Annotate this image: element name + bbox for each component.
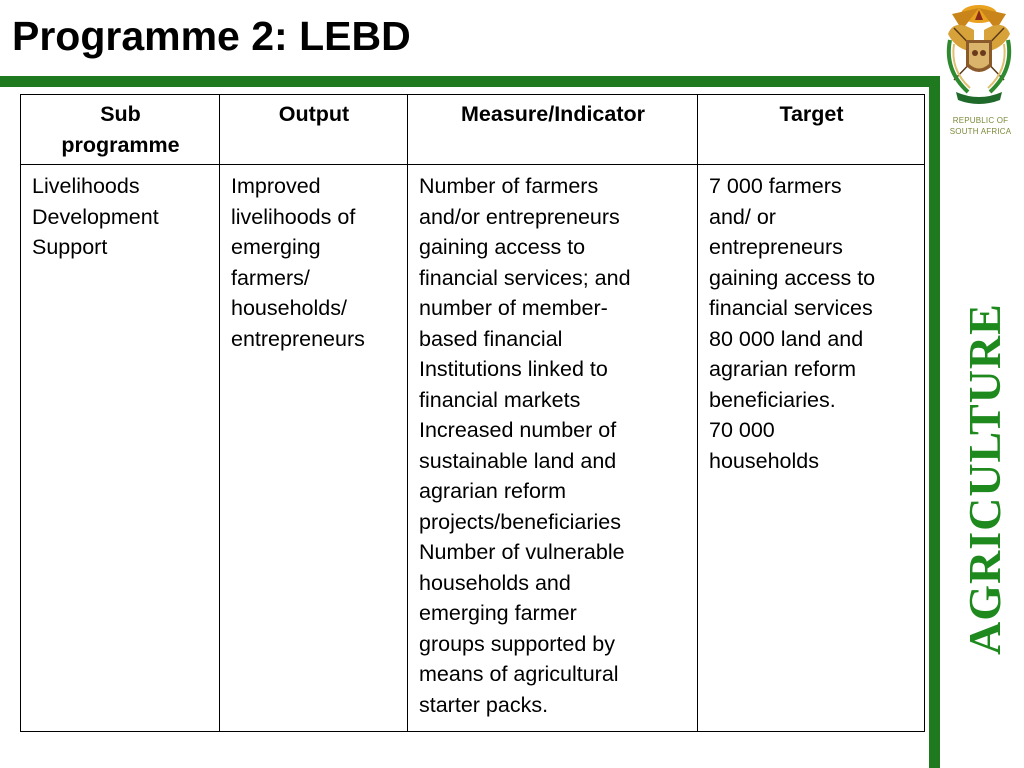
coat-of-arms-icon xyxy=(934,0,1024,112)
column-header-measure-indicator: Measure/Indicator xyxy=(408,95,698,165)
cell-sub-programme: Livelihoods Development Support xyxy=(21,165,220,732)
cell-output: Improved livelihoods of emerging farmers/ households/ entrepreneurs xyxy=(220,165,408,732)
green-horizontal-rule xyxy=(0,76,940,87)
cell-measure-indicator: Number of farmers and/or entrepreneurs gaining access to financial services; and number of member- based financial Institutions linked to financial markets Increased number of sustainable land and agrarian reform projects/beneficiaries Number of vulnerable households and emerging farmer groups supported by means of agricultural starter packs. xyxy=(408,165,698,732)
logo-caption: REPUBLIC OF SOUTH AFRICA xyxy=(949,116,1012,136)
page-title: Programme 2: LEBD xyxy=(12,13,411,59)
table-header-row xyxy=(21,95,925,165)
table-row xyxy=(21,165,925,732)
cell-target: 7 000 farmers and/ or entrepreneurs gaining access to financial services 80 000 land and agrarian reform beneficiaries. 70 000 households xyxy=(698,165,925,732)
column-header-target: Target xyxy=(698,95,925,165)
green-vertical-rule xyxy=(929,76,940,768)
indicator-table xyxy=(20,94,925,732)
column-header-output: Output xyxy=(220,95,408,165)
column-header-sub-programme: Sub programme xyxy=(21,95,220,165)
side-title-agriculture: AGRICULTURE xyxy=(959,303,1010,655)
